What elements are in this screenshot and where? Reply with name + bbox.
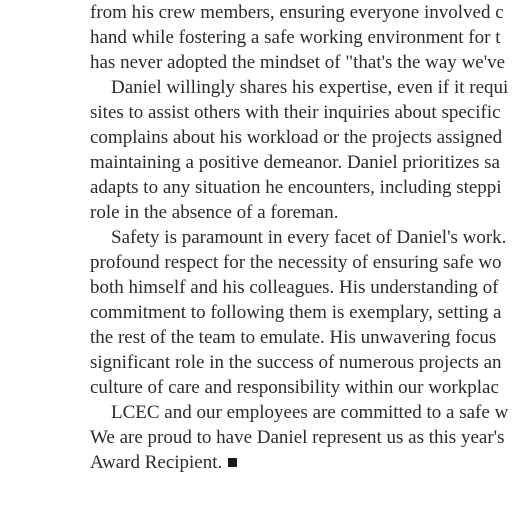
text-line: commitment to following them is exemplary, setting a — [90, 302, 502, 323]
text-line: hand while fostering a safe working environment for t — [90, 27, 501, 48]
text-line: both himself and his colleagues. His understanding of — [90, 277, 499, 298]
paragraph-start-line: LCEC and our employees are committed to a safe w — [111, 402, 509, 423]
paragraph-start-line: Daniel willingly shares his expertise, even if it requi — [111, 77, 509, 98]
text-line: adapts to any situation he encounters, including steppi — [90, 177, 502, 198]
text-line: profound respect for the necessity of ensuring safe wo — [90, 252, 502, 273]
article-body — [90, 0, 512, 475]
text-line: has never adopted the mindset of "that's the way we've — [90, 52, 506, 73]
text-line: maintaining a positive demeanor. Daniel prioritizes sa — [90, 152, 500, 173]
text-line: significant role in the success of numerous projects an — [90, 352, 502, 373]
text-line: culture of care and responsibility within our workplac — [90, 377, 499, 398]
text-line: role in the absence of a foreman. — [90, 202, 339, 223]
text-line: the rest of the team to emulate. His unwavering focus — [90, 327, 497, 348]
paragraph-start-line: Safety is paramount in every facet of Daniel's work. — [111, 227, 507, 248]
final-line — [90, 450, 512, 475]
end-of-article-square-icon — [228, 458, 237, 467]
text-line: sites to assist others with their inquiries about specific — [90, 102, 501, 123]
text-line: We are proud to have Daniel represent us as this year's — [90, 427, 505, 448]
final-line-text: Award Recipient. — [90, 452, 223, 473]
text-line: complains about his workload or the projects assigned — [90, 127, 503, 148]
text-line: from his crew members, ensuring everyone involved c — [90, 2, 504, 23]
